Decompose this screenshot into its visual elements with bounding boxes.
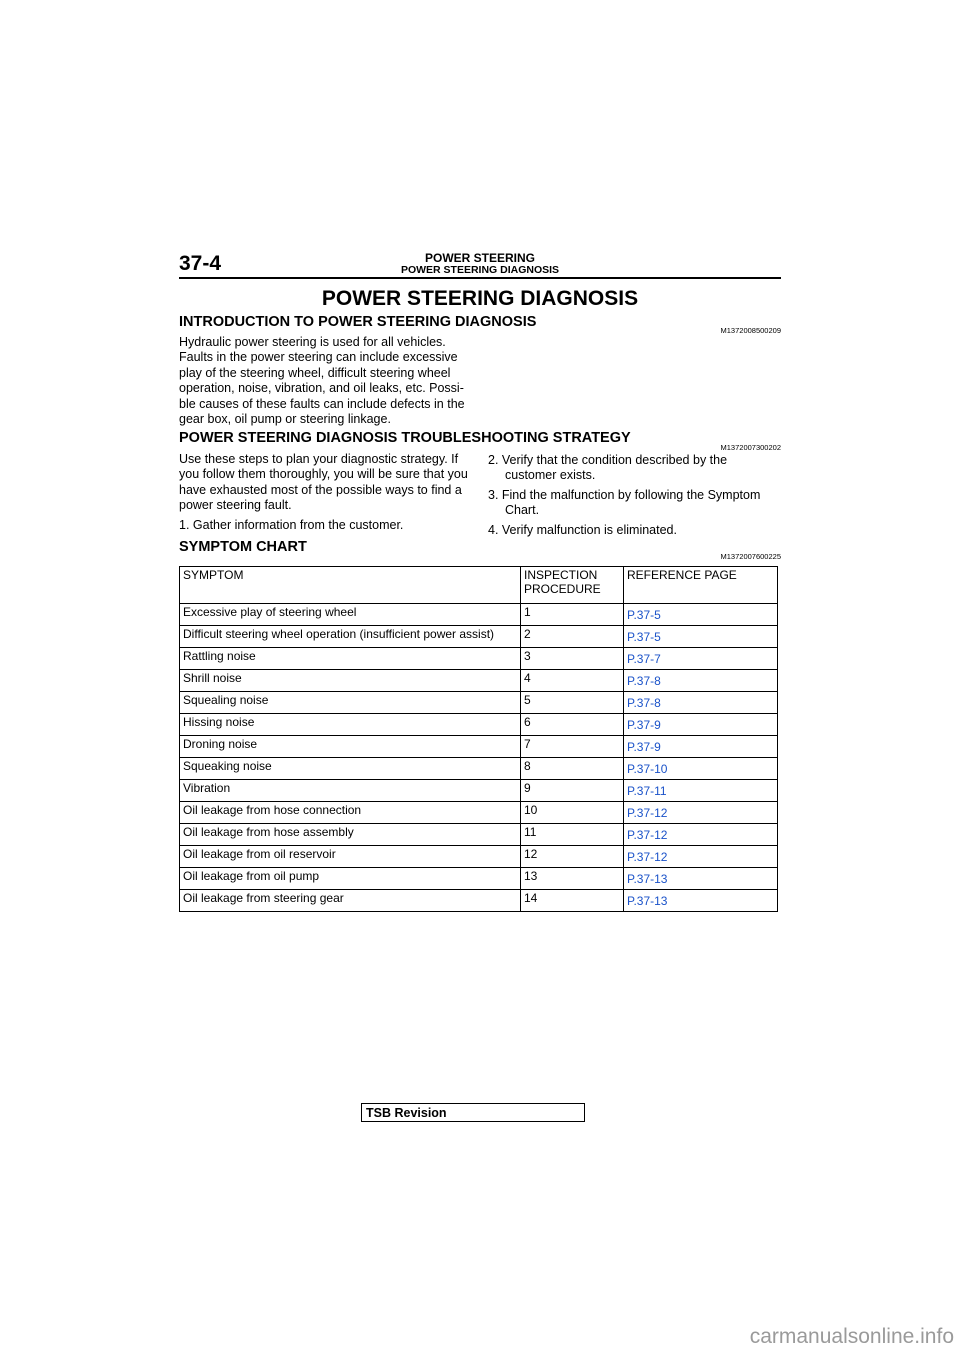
symptom-cell: Oil leakage from hose assembly (180, 824, 521, 846)
intro-line: ble causes of these faults can include defects in the (179, 396, 465, 411)
col-symptom-header: SYMPTOM (180, 567, 521, 604)
symptom-cell: Squealing noise (180, 692, 521, 714)
reference-page-link[interactable]: P.37-8 (627, 674, 661, 688)
reference-page-link[interactable]: P.37-12 (627, 828, 668, 842)
table-row (180, 670, 778, 692)
reference-cell (624, 868, 778, 890)
table-row (180, 648, 778, 670)
table-row (180, 604, 778, 626)
symptom-cell: Hissing noise (180, 714, 521, 736)
col-inspection-header (521, 567, 624, 604)
table-row (180, 780, 778, 802)
table-row (180, 846, 778, 868)
procedure-cell: 11 (521, 824, 624, 846)
intro-line: Faults in the power steering can include excessive (179, 350, 458, 365)
symptom-chart-heading: SYMPTOM CHART (179, 539, 307, 555)
procedure-cell: 8 (521, 758, 624, 780)
table-row (180, 626, 778, 648)
chapter-title: POWER STEERING (424, 251, 535, 265)
reference-page-link[interactable]: P.37-9 (627, 740, 661, 754)
table-row (180, 824, 778, 846)
strategy-line: Use these steps to plan your diagnostic strategy. If (179, 452, 459, 466)
strategy-step: 4. Verify malfunction is eliminated. (488, 522, 677, 537)
procedure-cell: 2 (521, 626, 624, 648)
table-row (180, 868, 778, 890)
procedure-cell: 10 (521, 802, 624, 824)
procedure-cell: 14 (521, 890, 624, 912)
intro-line: gear box, oil pump or steering linkage. (179, 412, 391, 427)
watermark: carmanualsonline.info (749, 1325, 954, 1348)
col-inspection-header-line1: INSPECTION (524, 568, 598, 582)
symptom-cell: Vibration (180, 780, 521, 802)
symptom-table (179, 566, 778, 912)
symptom-cell: Oil leakage from hose connection (180, 802, 521, 824)
reference-page-link[interactable]: P.37-13 (627, 894, 668, 908)
symptom-cell: Shrill noise (180, 670, 521, 692)
strategy-line: have exhausted most of the possible ways to find a (179, 482, 462, 497)
intro-line: play of the steering wheel, difficult steering wheel (179, 365, 451, 380)
col-inspection-header-line2: PROCEDURE (524, 582, 601, 596)
reference-cell (624, 604, 778, 626)
reference-page-link[interactable]: P.37-13 (627, 872, 668, 886)
col-reference-header: REFERENCE PAGE (624, 567, 778, 604)
procedure-cell: 5 (521, 692, 624, 714)
reference-page-link[interactable]: P.37-12 (627, 850, 668, 864)
reference-page-link[interactable]: P.37-10 (627, 762, 668, 776)
symptom-cell: Difficult steering wheel operation (insufficient power assist) (180, 626, 521, 648)
table-row (180, 802, 778, 824)
strategy-step: 1. Gather information from the customer. (179, 517, 404, 532)
reference-cell (624, 846, 778, 868)
table-row (180, 758, 778, 780)
strategy-paragraph (179, 452, 474, 533)
procedure-cell: 9 (521, 780, 624, 802)
section-title: POWER STEERING DIAGNOSIS (400, 264, 560, 276)
reference-cell (624, 736, 778, 758)
intro-paragraph (179, 335, 469, 427)
reference-cell (624, 670, 778, 692)
procedure-cell: 6 (521, 714, 624, 736)
reference-page-link[interactable]: P.37-11 (627, 784, 667, 798)
procedure-cell: 4 (521, 670, 624, 692)
table-row (180, 714, 778, 736)
reference-page-link[interactable]: P.37-5 (627, 630, 661, 644)
symptom-cell: Excessive play of steering wheel (180, 604, 521, 626)
reference-page-link[interactable]: P.37-12 (627, 806, 668, 820)
reference-page-link[interactable]: P.37-5 (627, 608, 661, 622)
intro-line: operation, noise, vibration, and oil leaks, etc. Possi- (179, 381, 464, 396)
reference-cell (624, 780, 778, 802)
reference-page-link[interactable]: P.37-7 (627, 652, 661, 666)
strategy-heading: POWER STEERING DIAGNOSIS TROUBLESHOOTING STRATEGY (179, 430, 631, 446)
reference-cell (624, 648, 778, 670)
table-row (180, 692, 778, 714)
symptom-cell: Oil leakage from steering gear (180, 890, 521, 912)
procedure-cell: 13 (521, 868, 624, 890)
symptom-cell: Oil leakage from oil pump (180, 868, 521, 890)
symptom-cell: Squeaking noise (180, 758, 521, 780)
reference-page-link[interactable]: P.37-9 (627, 718, 661, 732)
intro-line: Hydraulic power steering is used for all vehicles. (179, 335, 446, 349)
reference-cell (624, 626, 778, 648)
symptom-cell: Oil leakage from oil reservoir (180, 846, 521, 868)
reference-cell (624, 714, 778, 736)
procedure-cell: 7 (521, 736, 624, 758)
symptom-cell: Rattling noise (180, 648, 521, 670)
symptom-cell: Droning noise (180, 736, 521, 758)
strategy-steps-right (488, 453, 780, 538)
procedure-cell: 12 (521, 846, 624, 868)
header-rule (179, 277, 781, 279)
strategy-line: power steering fault. (179, 498, 292, 513)
strategy-step: 2. Verify that the condition described by the customer exists. (488, 453, 728, 483)
strategy-line: you follow them thoroughly, you will be sure that you (179, 467, 468, 482)
page-number: 37-4 (179, 252, 222, 275)
reference-cell (624, 802, 778, 824)
reference-cell (624, 890, 778, 912)
table-body (180, 604, 778, 912)
table-row (180, 736, 778, 758)
intro-code: M1372008500209 (720, 326, 781, 335)
procedure-cell: 3 (521, 648, 624, 670)
page-title: POWER STEERING DIAGNOSIS (321, 287, 639, 310)
tsb-revision-box: TSB Revision (361, 1103, 585, 1122)
strategy-step: 3. Find the malfunction by following the Symptom Chart. (488, 487, 761, 518)
table-row (180, 890, 778, 912)
reference-cell (624, 824, 778, 846)
reference-page-link[interactable]: P.37-8 (627, 696, 661, 710)
reference-cell (624, 758, 778, 780)
reference-cell (624, 692, 778, 714)
table-header-row (180, 567, 778, 604)
symptom-chart-code: M1372007600225 (720, 552, 781, 561)
procedure-cell: 1 (521, 604, 624, 626)
intro-heading: INTRODUCTION TO POWER STEERING DIAGNOSIS (179, 314, 537, 330)
strategy-code: M1372007300202 (720, 443, 781, 452)
